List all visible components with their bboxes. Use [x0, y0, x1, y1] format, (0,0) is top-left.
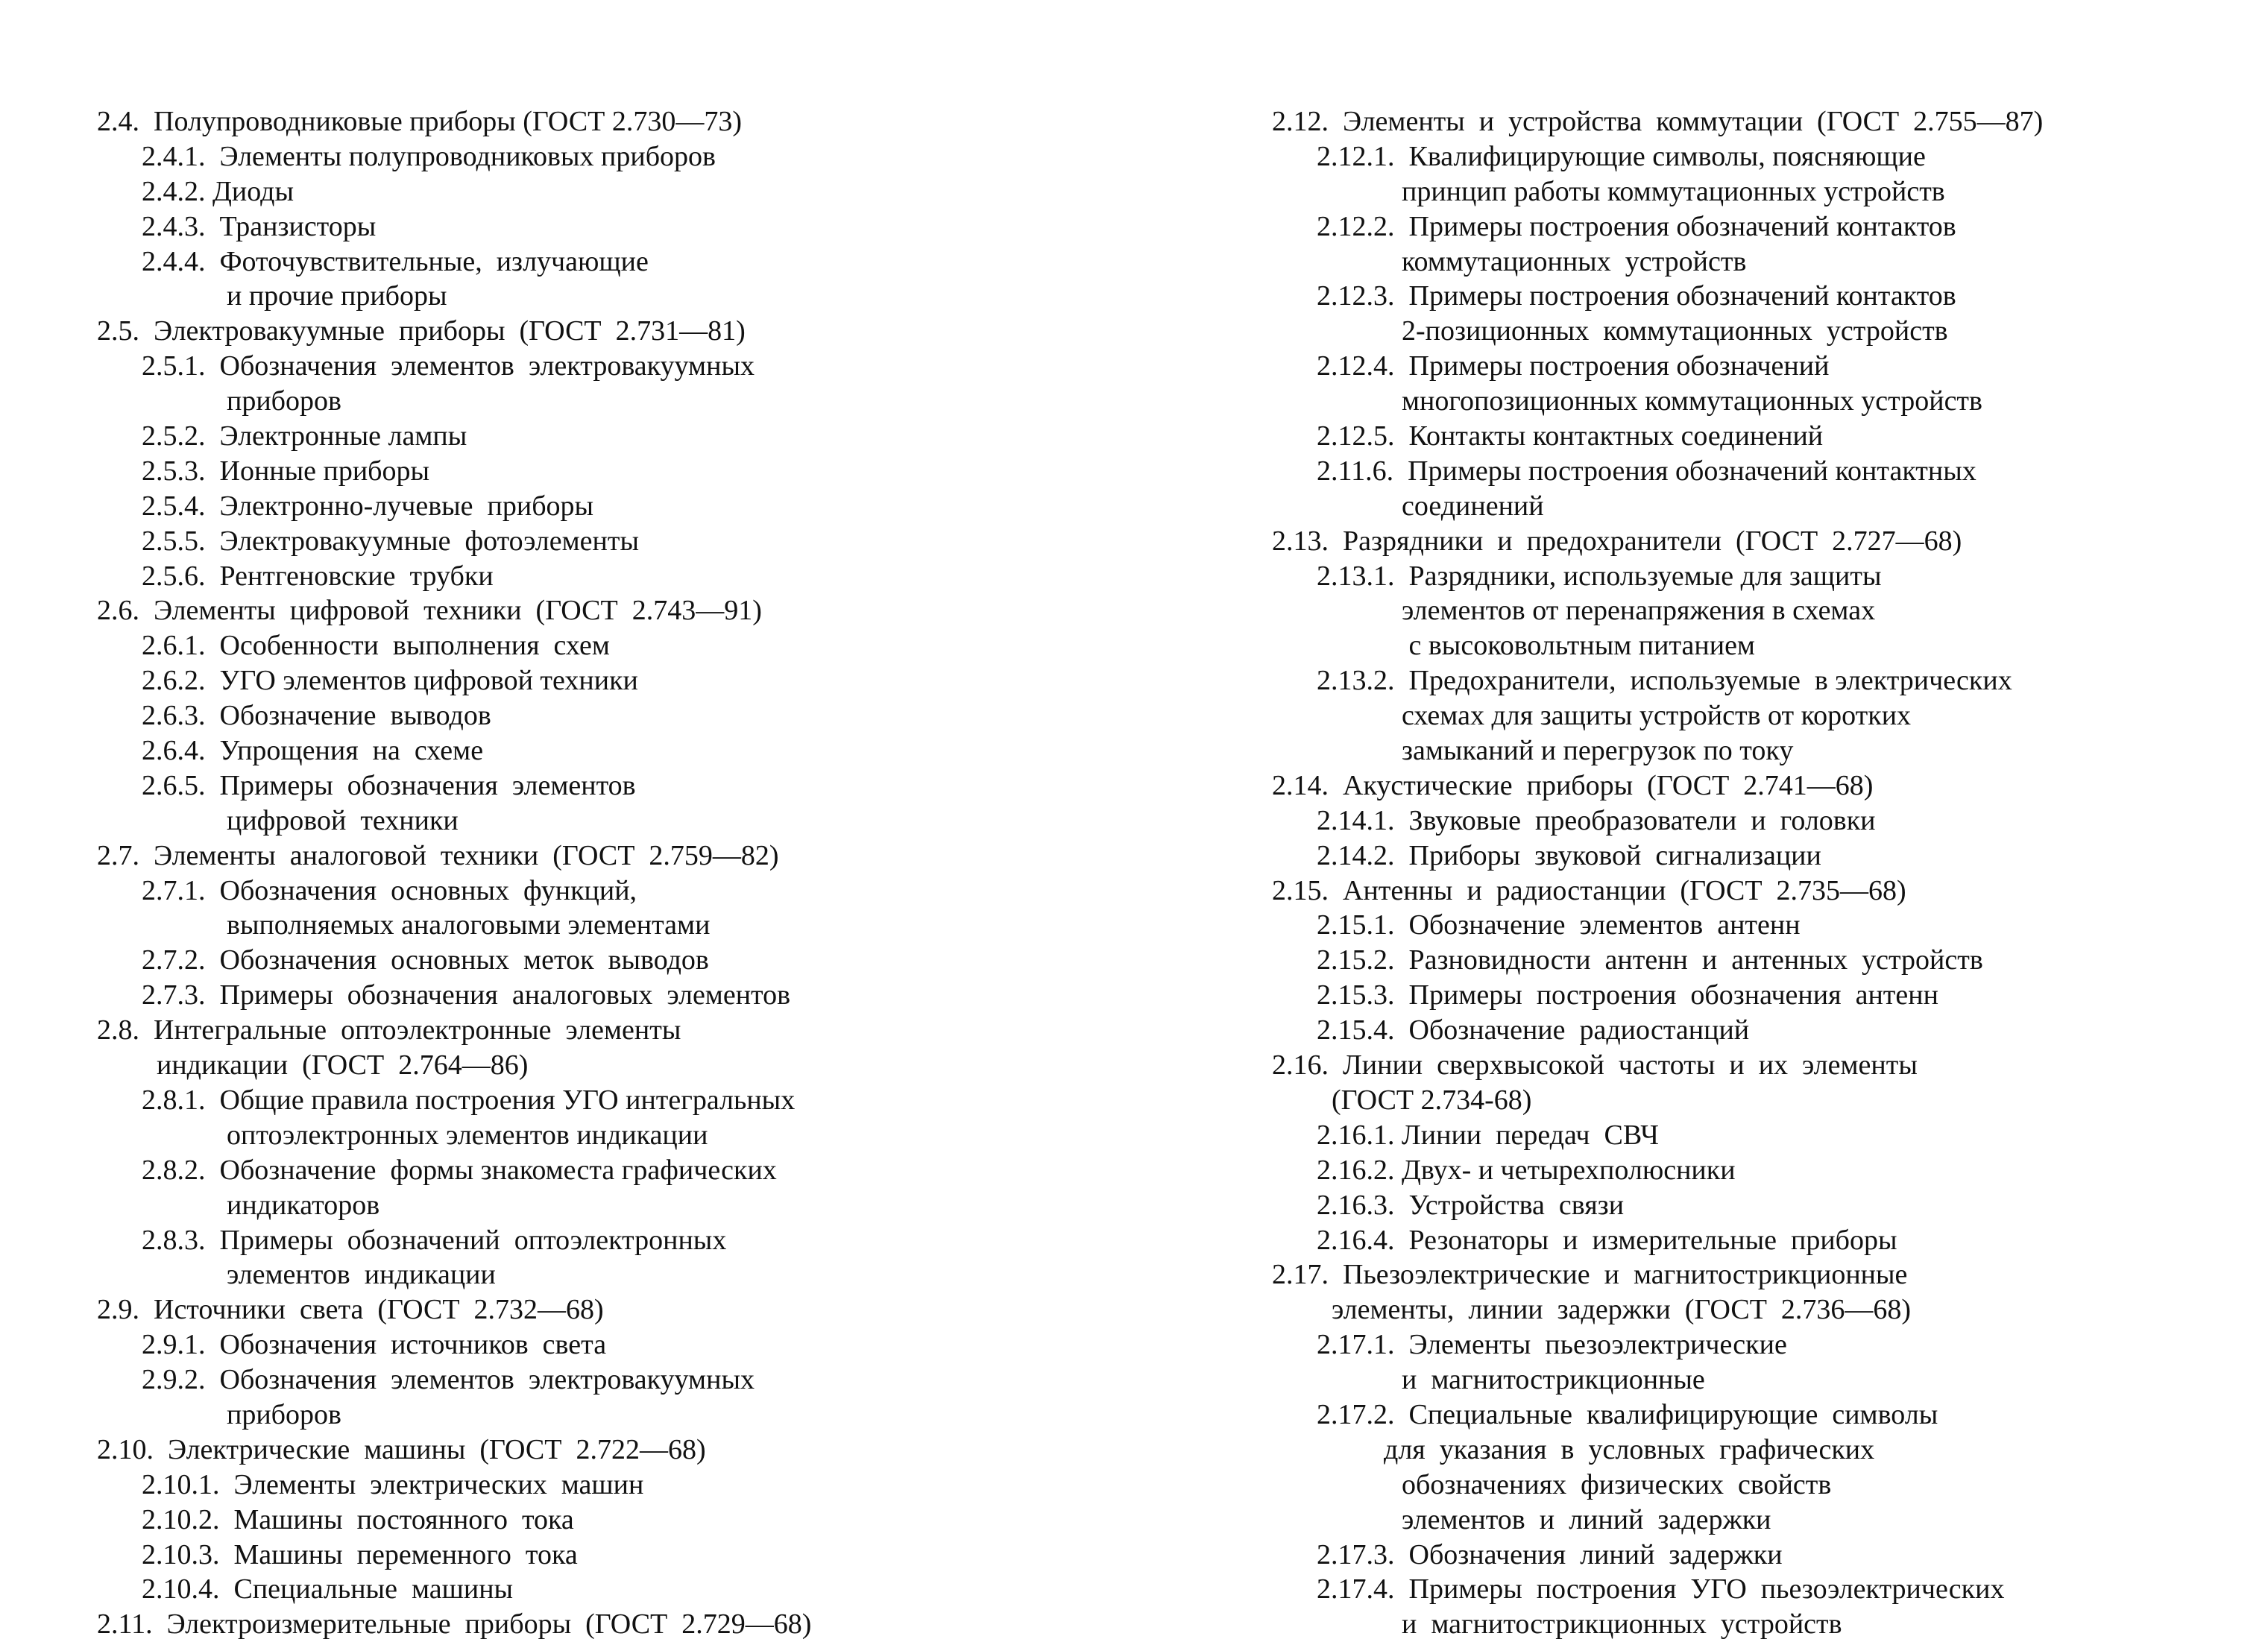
- toc-entry-continuation: и магнитострикционных устройств: [1402, 1608, 1842, 1641]
- toc-entry-2-8-1: 2.8.1. Общие правила построения УГО интегральных: [142, 1084, 796, 1116]
- toc-entry-2-8-3: 2.8.3. Примеры обозначений оптоэлектронных: [142, 1224, 727, 1256]
- toc-entry-2-7-3: 2.7.3. Примеры обозначения аналоговых элементов: [142, 979, 791, 1011]
- toc-entry-2-13-2: 2.13.2. Предохранители, используемые в электрических: [1317, 665, 2012, 697]
- toc-entry-2-12-1: 2.12.1. Квалифицирующие символы, поясняющие: [1317, 140, 1926, 172]
- toc-entry-2-9-1: 2.9.1. Обозначения источников света: [142, 1329, 607, 1361]
- toc-entry-2-6-1: 2.6.1. Особенности выполнения схем: [142, 630, 610, 662]
- toc-entry-2-4-4: 2.4.4. Фоточувствительные, излучающие: [142, 245, 649, 277]
- toc-entry-2-8: 2.8. Интегральные оптоэлектронные элементы: [97, 1014, 681, 1046]
- toc-entry-2-10: 2.10. Электрические машины (ГОСТ 2.722—68): [97, 1433, 706, 1465]
- toc-entry-2-7-2: 2.7.2. Обозначения основных меток выводов: [142, 944, 709, 976]
- toc-entry-2-13-1: 2.13.1. Разрядники, используемые для защиты: [1317, 560, 1882, 592]
- toc-entry-2-5: 2.5. Электровакуумные приборы (ГОСТ 2.731—81): [97, 315, 746, 347]
- toc-entry-2-10-3: 2.10.3. Машины переменного тока: [142, 1538, 578, 1570]
- toc-entry-continuation: выполняемых аналоговыми элементами: [227, 909, 711, 941]
- toc-entry-2-15-1: 2.15.1. Обозначение элементов антенн: [1317, 909, 1801, 941]
- toc-entry-2-16-3: 2.16.3. Устройства связи: [1317, 1189, 1625, 1221]
- toc-entry-continuation: оптоэлектронных элементов индикации: [227, 1119, 708, 1151]
- toc-entry-2-10-2: 2.10.2. Машины постоянного тока: [142, 1503, 574, 1535]
- toc-entry-2-17-2: 2.17.2. Специальные квалифицирующие символы: [1317, 1398, 1938, 1430]
- toc-entry-2-16-4: 2.16.4. Резонаторы и измерительные приборы: [1317, 1224, 1897, 1256]
- toc-entry-continuation: элементы, линии задержки (ГОСТ 2.736—68): [1332, 1294, 1912, 1326]
- toc-entry-2-15: 2.15. Антенны и радиостанции (ГОСТ 2.735—68): [1272, 874, 1906, 906]
- toc-entry-2-9: 2.9. Источники света (ГОСТ 2.732—68): [97, 1294, 604, 1326]
- toc-entry-2-5-2: 2.5.2. Электронные лампы: [142, 420, 467, 452]
- toc-entry-continuation: элементов от перенапряжения в схемах: [1402, 595, 1876, 627]
- toc-entry-2-7-1: 2.7.1. Обозначения основных функций,: [142, 874, 637, 906]
- toc-entry-continuation: коммутационных устройств: [1402, 245, 1747, 277]
- toc-entry-continuation: элементов и линий задержки: [1402, 1503, 1771, 1535]
- toc-entry-continuation: (ГОСТ 2.734-68): [1332, 1084, 1532, 1116]
- toc-entry-2-13: 2.13. Разрядники и предохранители (ГОСТ 2.727—68): [1272, 525, 1962, 557]
- toc-entry-2-5-3: 2.5.3. Ионные приборы: [142, 455, 430, 487]
- toc-entry-continuation: обозначениях физических свойств: [1402, 1468, 1832, 1500]
- toc-entry-2-17: 2.17. Пьезоэлектрические и магнитострикционные: [1272, 1259, 1908, 1291]
- toc-entry-2-10-4: 2.10.4. Специальные машины: [142, 1573, 514, 1605]
- toc-entry-continuation: и прочие приборы: [227, 280, 447, 312]
- toc-entry-continuation: соединений: [1402, 490, 1544, 522]
- toc-entry-2-6-2: 2.6.2. УГО элементов цифровой техники: [142, 665, 638, 697]
- toc-entry-continuation: и магнитострикционные: [1402, 1364, 1705, 1396]
- toc-entry-2-5-1: 2.5.1. Обозначения элементов электровакуумных: [142, 350, 755, 382]
- toc-entry-2-5-5: 2.5.5. Электровакуумные фотоэлементы: [142, 525, 639, 557]
- toc-entry-continuation: приборов: [227, 1398, 341, 1430]
- toc-entry-2-12: 2.12. Элементы и устройства коммутации (ГОСТ 2.755—87): [1272, 106, 2044, 137]
- toc-entry-2-4-1: 2.4.1. Элементы полупроводниковых приборов: [142, 140, 716, 172]
- toc-entry-continuation: для указания в условных графических: [1384, 1433, 1875, 1465]
- toc-entry-continuation: замыканий и перегрузок по току: [1402, 735, 1794, 767]
- toc-entry-2-17-4: 2.17.4. Примеры построения УГО пьезоэлектрических: [1317, 1573, 2005, 1605]
- toc-entry-2-11-6: 2.11.6. Примеры построения обозначений контактных: [1317, 455, 1976, 487]
- toc-entry-2-15-3: 2.15.3. Примеры построения обозначения антенн: [1317, 979, 1938, 1011]
- toc-entry-2-12-3: 2.12.3. Примеры построения обозначений контактов: [1317, 280, 1956, 312]
- toc-entry-2-12-2: 2.12.2. Примеры построения обозначений контактов: [1317, 210, 1956, 242]
- toc-entry-2-6-4: 2.6.4. Упрощения на схеме: [142, 735, 484, 767]
- toc-right-column: [1272, 104, 2256, 1642]
- toc-entry-2-6-5: 2.6.5. Примеры обозначения элементов: [142, 769, 636, 801]
- toc-entry-2-5-4: 2.5.4. Электронно-лучевые приборы: [142, 490, 594, 522]
- toc-entry-continuation: 2-позиционных коммутационных устройств: [1402, 315, 1948, 347]
- toc-entry-2-4: 2.4. Полупроводниковые приборы (ГОСТ 2.730—73): [97, 106, 743, 137]
- toc-entry-2-12-5: 2.12.5. Контакты контактных соединений: [1317, 420, 1824, 452]
- toc-entry-2-16: 2.16. Линии сверхвысокой частоты и их элементы: [1272, 1049, 1918, 1081]
- toc-entry-2-16-1: 2.16.1. Линии передач СВЧ: [1317, 1119, 1659, 1151]
- toc-entry-2-10-1: 2.10.1. Элементы электрических машин: [142, 1468, 644, 1500]
- toc-entry-2-7: 2.7. Элементы аналоговой техники (ГОСТ 2.759—82): [97, 839, 779, 871]
- toc-entry-2-6-3: 2.6.3. Обозначение выводов: [142, 700, 491, 732]
- toc-entry-2-8-2: 2.8.2. Обозначение формы знакоместа графических: [142, 1154, 777, 1186]
- toc-entry-2-16-2: 2.16.2. Двух- и четырехполюсники: [1317, 1154, 1736, 1186]
- toc-entry-2-9-2: 2.9.2. Обозначения элементов электровакуумных: [142, 1364, 755, 1396]
- toc-entry-continuation: цифровой техники: [227, 804, 459, 836]
- toc-entry-2-6: 2.6. Элементы цифровой техники (ГОСТ 2.743—91): [97, 595, 762, 627]
- toc-entry-2-17-1: 2.17.1. Элементы пьезоэлектрические: [1317, 1329, 1787, 1361]
- toc-entry-2-5-6: 2.5.6. Рентгеновские трубки: [142, 560, 494, 592]
- toc-entry-continuation: принцип работы коммутационных устройств: [1402, 175, 1945, 207]
- toc-entry-continuation: элементов индикации: [227, 1259, 496, 1291]
- toc-entry-2-14: 2.14. Акустические приборы (ГОСТ 2.741—68): [1272, 769, 1874, 801]
- toc-entry-2-11: 2.11. Электроизмерительные приборы (ГОСТ 2.729—68): [97, 1608, 812, 1641]
- toc-entry-continuation: многопозиционных коммутационных устройств: [1402, 385, 1982, 417]
- toc-entry-continuation: индикации (ГОСТ 2.764—86): [157, 1049, 529, 1081]
- toc-entry-2-15-4: 2.15.4. Обозначение радиостанций: [1317, 1014, 1750, 1046]
- toc-entry-continuation: индикаторов: [227, 1189, 380, 1221]
- toc-entry-continuation: схемах для защиты устройств от коротких: [1402, 700, 1912, 732]
- toc-entry-2-14-2: 2.14.2. Приборы звуковой сигнализации: [1317, 839, 1821, 871]
- toc-entry-2-15-2: 2.15.2. Разновидности антенн и антенных устройств: [1317, 944, 1983, 976]
- toc-entry-2-14-1: 2.14.1. Звуковые преобразователи и головки: [1317, 804, 1876, 836]
- toc-left-column: [97, 104, 1156, 1642]
- toc-entry-2-4-2: 2.4.2. Диоды: [142, 175, 294, 207]
- toc-entry-continuation: с высоковольтным питанием: [1402, 630, 1755, 662]
- toc-entry-continuation: приборов: [227, 385, 341, 417]
- toc-entry-2-12-4: 2.12.4. Примеры построения обозначений: [1317, 350, 1830, 382]
- toc-entry-2-17-3: 2.17.3. Обозначения линий задержки: [1317, 1538, 1783, 1570]
- toc-entry-2-4-3: 2.4.3. Транзисторы: [142, 210, 377, 242]
